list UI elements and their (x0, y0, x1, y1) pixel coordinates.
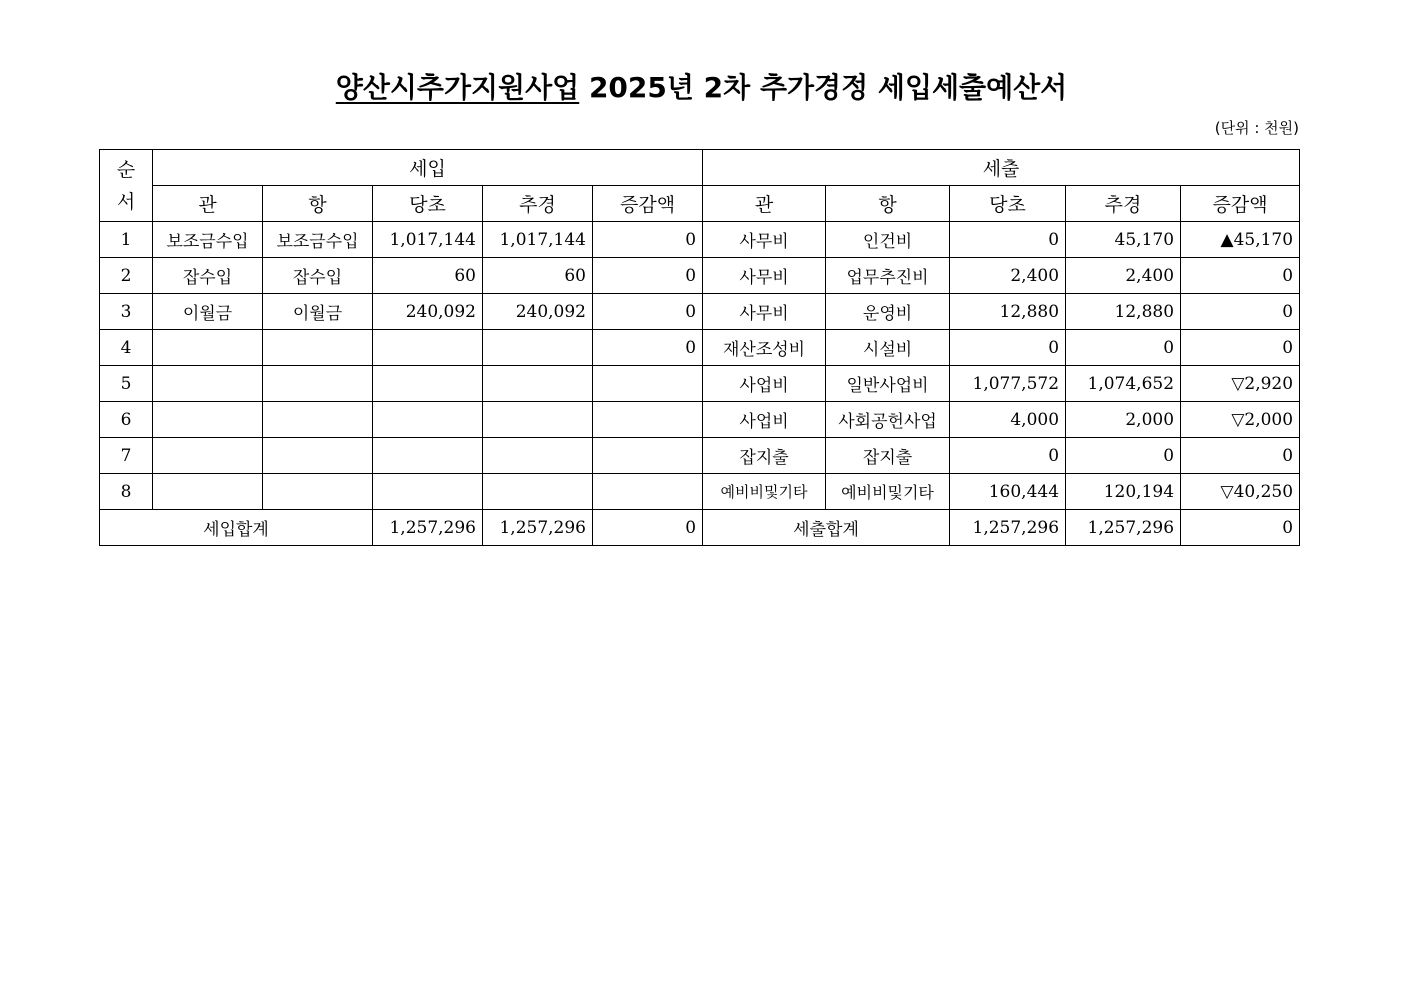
exp-gwan-cell: 사업비 (703, 402, 826, 438)
rev-gwan-cell (153, 330, 263, 366)
row-number: 2 (100, 258, 153, 294)
rev-change-cell: 0 (593, 258, 703, 294)
rev-supplementary-cell: 240,092 (483, 294, 593, 330)
seq-header (100, 150, 153, 222)
expenditure-total-change: 0 (1181, 510, 1300, 546)
exp-change-cell: ▲45,170 (1181, 222, 1300, 258)
rev-hang-cell (263, 402, 373, 438)
table-row (100, 222, 1300, 258)
rev-hang-cell (263, 330, 373, 366)
rev-change-cell: 0 (593, 330, 703, 366)
header-row-top (100, 150, 1300, 186)
rev-original-cell (373, 474, 483, 510)
rev-original-cell: 1,017,144 (373, 222, 483, 258)
exp-supplementary-cell: 45,170 (1066, 222, 1181, 258)
rev-hang-cell: 이월금 (263, 294, 373, 330)
document-title-underlined: 양산시추가지원사업 (335, 71, 580, 104)
rev-gwan-header: 관 (153, 186, 263, 222)
exp-hang-cell: 일반사업비 (826, 366, 950, 402)
exp-change-cell: 0 (1181, 258, 1300, 294)
exp-original-header: 당초 (950, 186, 1066, 222)
totals-row (100, 510, 1300, 546)
unit-note: (단위 : 천원) (1214, 119, 1299, 137)
row-number: 1 (100, 222, 153, 258)
rev-hang-cell: 잡수입 (263, 258, 373, 294)
rev-supplementary-cell: 60 (483, 258, 593, 294)
exp-gwan-header: 관 (703, 186, 826, 222)
exp-change-cell: 0 (1181, 438, 1300, 474)
exp-change-header: 증감액 (1181, 186, 1300, 222)
row-number: 4 (100, 330, 153, 366)
exp-original-cell: 0 (950, 438, 1066, 474)
row-number: 7 (100, 438, 153, 474)
exp-supplementary-cell: 120,194 (1066, 474, 1181, 510)
exp-gwan-cell: 사무비 (703, 258, 826, 294)
exp-supplementary-cell: 2,000 (1066, 402, 1181, 438)
table-row (100, 438, 1300, 474)
table-row (100, 258, 1300, 294)
rev-original-cell: 60 (373, 258, 483, 294)
exp-supplementary-cell: 0 (1066, 438, 1181, 474)
exp-original-cell: 1,077,572 (950, 366, 1066, 402)
table-row (100, 294, 1300, 330)
exp-change-cell: 0 (1181, 330, 1300, 366)
seq-header-bottom: 서 (116, 190, 136, 213)
rev-gwan-cell: 이월금 (153, 294, 263, 330)
rev-hang-cell (263, 474, 373, 510)
exp-original-cell: 12,880 (950, 294, 1066, 330)
rev-supplementary-cell (483, 438, 593, 474)
expenditure-total-original: 1,257,296 (950, 510, 1066, 546)
exp-supplementary-header: 추경 (1066, 186, 1181, 222)
rev-gwan-cell: 보조금수입 (153, 222, 263, 258)
rev-change-cell (593, 366, 703, 402)
rev-supplementary-cell: 1,017,144 (483, 222, 593, 258)
row-number: 8 (100, 474, 153, 510)
revenue-total-change: 0 (593, 510, 703, 546)
expenditure-total-supplementary: 1,257,296 (1066, 510, 1181, 546)
rev-gwan-cell: 잡수입 (153, 258, 263, 294)
exp-hang-cell: 인건비 (826, 222, 950, 258)
rev-hang-cell (263, 438, 373, 474)
exp-gwan-cell: 사업비 (703, 366, 826, 402)
rev-hang-cell: 보조금수입 (263, 222, 373, 258)
rev-change-cell (593, 402, 703, 438)
table-row (100, 402, 1300, 438)
exp-hang-cell: 잡지출 (826, 438, 950, 474)
rev-change-cell: 0 (593, 294, 703, 330)
rev-supplementary-cell (483, 474, 593, 510)
table-row (100, 330, 1300, 366)
rev-original-cell (373, 366, 483, 402)
document-title-rest: 2025년 2차 추가경정 세입세출예산서 (579, 71, 1068, 104)
exp-gwan-cell: 예비비및기타 (703, 474, 826, 510)
rev-original-cell (373, 330, 483, 366)
exp-hang-cell: 시설비 (826, 330, 950, 366)
exp-hang-cell: 예비비및기타 (826, 474, 950, 510)
expenditure-total-label: 세출합계 (703, 510, 950, 546)
exp-hang-cell: 업무추진비 (826, 258, 950, 294)
seq-header-top: 순 (116, 158, 136, 181)
rev-change-cell (593, 438, 703, 474)
exp-gwan-cell: 사무비 (703, 294, 826, 330)
rev-supplementary-cell (483, 402, 593, 438)
exp-gwan-cell: 사무비 (703, 222, 826, 258)
rev-change-cell (593, 474, 703, 510)
exp-change-cell: ▽40,250 (1181, 474, 1300, 510)
exp-hang-cell: 운영비 (826, 294, 950, 330)
rev-supplementary-cell (483, 330, 593, 366)
row-number: 3 (100, 294, 153, 330)
exp-change-cell: ▽2,920 (1181, 366, 1300, 402)
exp-original-cell: 0 (950, 330, 1066, 366)
exp-gwan-cell: 잡지출 (703, 438, 826, 474)
document-title (0, 66, 1403, 106)
rev-supplementary-header: 추경 (483, 186, 593, 222)
exp-gwan-cell: 재산조성비 (703, 330, 826, 366)
revenue-header: 세입 (153, 150, 703, 186)
rev-original-cell: 240,092 (373, 294, 483, 330)
rev-gwan-cell (153, 474, 263, 510)
exp-original-cell: 160,444 (950, 474, 1066, 510)
row-number: 6 (100, 402, 153, 438)
rev-gwan-cell (153, 366, 263, 402)
rev-gwan-cell (153, 438, 263, 474)
table-row (100, 474, 1300, 510)
exp-supplementary-cell: 1,074,652 (1066, 366, 1181, 402)
rev-supplementary-cell (483, 366, 593, 402)
revenue-total-label: 세입합계 (100, 510, 373, 546)
row-number: 5 (100, 366, 153, 402)
exp-original-cell: 0 (950, 222, 1066, 258)
exp-change-cell: ▽2,000 (1181, 402, 1300, 438)
expenditure-header: 세출 (703, 150, 1300, 186)
budget-table (99, 149, 1300, 546)
header-row-bottom (100, 186, 1300, 222)
exp-hang-header: 항 (826, 186, 950, 222)
exp-hang-cell: 사회공헌사업 (826, 402, 950, 438)
rev-gwan-cell (153, 402, 263, 438)
rev-original-cell (373, 402, 483, 438)
exp-original-cell: 4,000 (950, 402, 1066, 438)
exp-supplementary-cell: 2,400 (1066, 258, 1181, 294)
rev-change-header: 증감액 (593, 186, 703, 222)
exp-supplementary-cell: 0 (1066, 330, 1181, 366)
rev-original-cell (373, 438, 483, 474)
rev-hang-header: 항 (263, 186, 373, 222)
rev-hang-cell (263, 366, 373, 402)
rev-original-header: 당초 (373, 186, 483, 222)
revenue-total-supplementary: 1,257,296 (483, 510, 593, 546)
exp-original-cell: 2,400 (950, 258, 1066, 294)
table-row (100, 366, 1300, 402)
rev-change-cell: 0 (593, 222, 703, 258)
exp-change-cell: 0 (1181, 294, 1300, 330)
exp-supplementary-cell: 12,880 (1066, 294, 1181, 330)
revenue-total-original: 1,257,296 (373, 510, 483, 546)
